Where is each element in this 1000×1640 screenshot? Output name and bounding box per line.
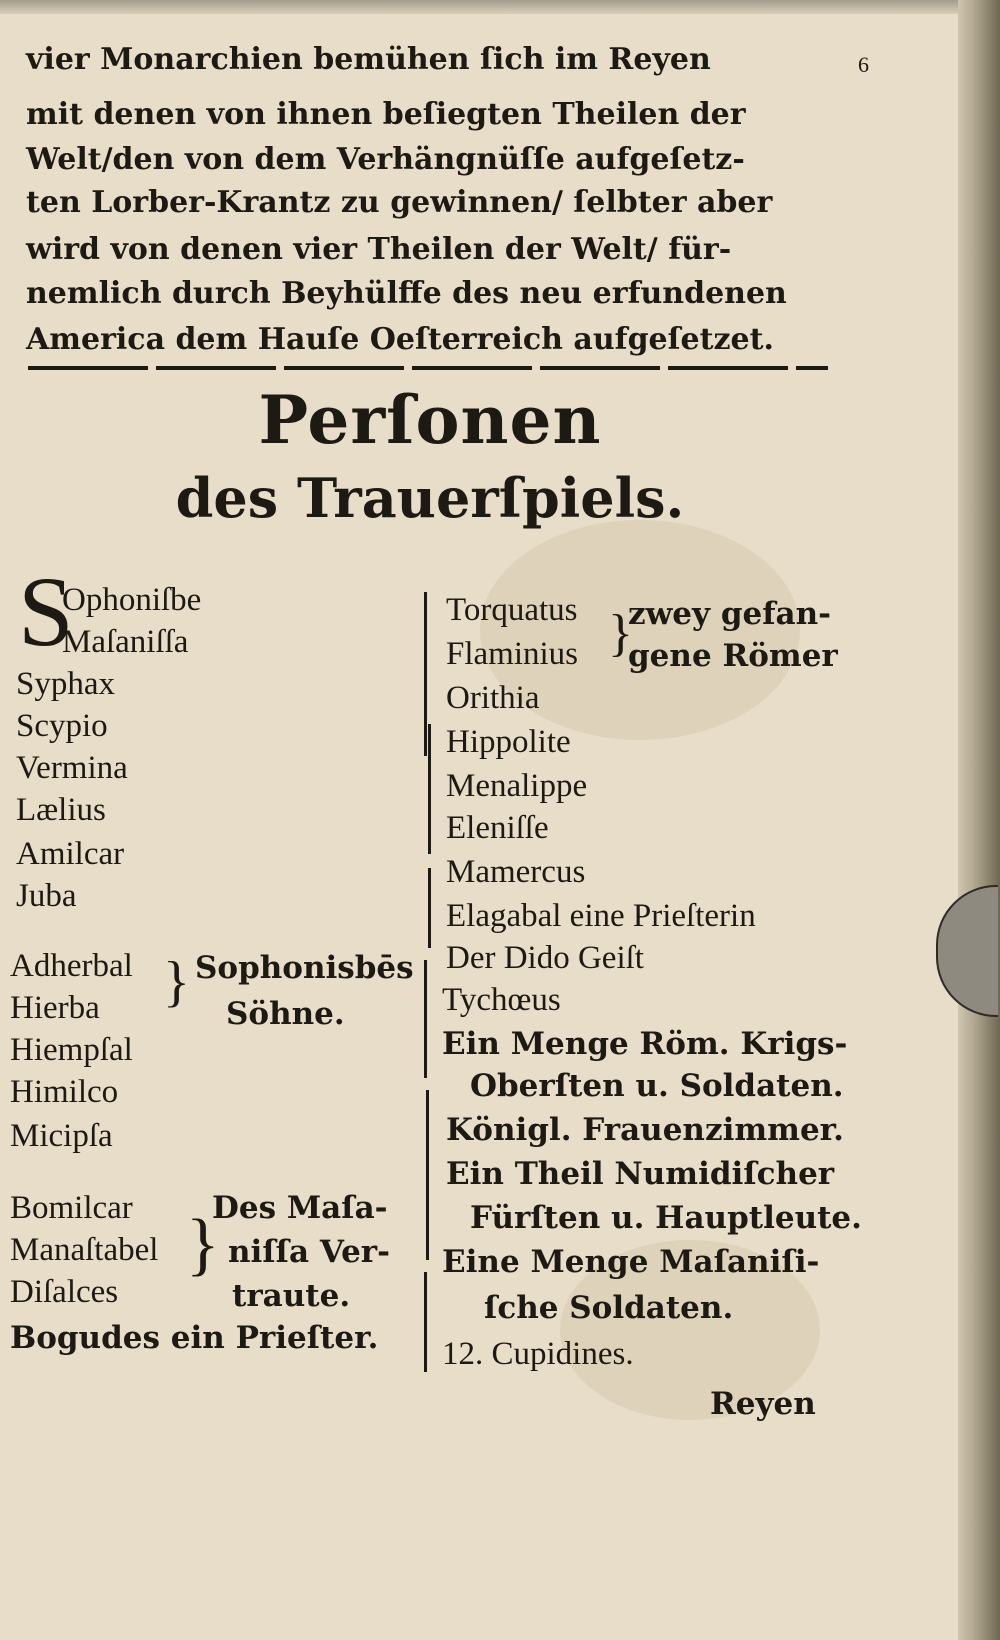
- group-brace: }: [608, 605, 633, 662]
- character-name: Torquatus: [446, 592, 578, 628]
- column-divider: [428, 724, 431, 854]
- character-name: Ein Menge Röm. Krigs-: [442, 1026, 848, 1062]
- character-name: Amilcar: [16, 836, 125, 872]
- character-name: Bomilcar: [10, 1190, 133, 1226]
- character-name: Der Dido Geiſt: [446, 940, 644, 976]
- group-note: gene Römer: [628, 638, 838, 674]
- group-note: niſſa Ver-: [228, 1234, 390, 1270]
- intro-line: nemlich durch Beyhülffe des neu erfundenen: [26, 276, 787, 311]
- character-name: Hiempſal: [10, 1032, 133, 1068]
- intro-line: vier Monarchien bemühen ſich im Reyen: [26, 42, 711, 77]
- group-note: traute.: [232, 1278, 351, 1314]
- page-clip-tab: [936, 885, 998, 1017]
- character-name: Königl. Frauenzimmer.: [446, 1112, 844, 1148]
- group-note: Söhne.: [226, 996, 345, 1032]
- heading-tragedy: des Trauerſpiels.: [175, 466, 685, 530]
- intro-line: mit denen von ihnen beſiegten Theilen der: [26, 97, 746, 132]
- character-name: Micipſa: [10, 1118, 113, 1154]
- character-name: Flaminius: [446, 636, 579, 672]
- character-name: Elagabal eine Prieſterin: [446, 898, 756, 934]
- group-brace: }: [163, 951, 190, 1013]
- page-top-edge: [0, 0, 1000, 14]
- character-name: Ophoniſbe: [62, 582, 202, 618]
- column-divider: [424, 1272, 427, 1372]
- character-name: Adherbal: [10, 948, 133, 984]
- column-divider: [426, 1090, 429, 1260]
- intro-line: wird von denen vier Theilen der Welt/ für-: [26, 232, 732, 267]
- character-name: Hippolite: [446, 724, 571, 760]
- column-divider: [428, 868, 431, 948]
- intro-line: ten Lorber-Krantz zu gewinnen/ ſelbter aber: [26, 185, 773, 220]
- column-divider: [424, 960, 427, 1078]
- character-name: Himilco: [10, 1074, 119, 1110]
- character-name: Vermina: [16, 750, 128, 786]
- separator-rule: [28, 366, 828, 370]
- character-name: Fürſten u. Hauptleute.: [470, 1200, 862, 1236]
- character-name: Juba: [16, 878, 77, 914]
- heading-persons: Perſonen: [258, 381, 602, 459]
- character-name: Hierba: [10, 990, 100, 1026]
- column-divider: [424, 592, 427, 756]
- character-name: Syphax: [16, 666, 115, 702]
- character-name: Ein Theil Numidiſcher: [446, 1156, 835, 1192]
- group-note: Sophonisbēs: [195, 950, 414, 986]
- character-name: Menalippe: [446, 768, 588, 804]
- character-name: Orithia: [446, 680, 540, 716]
- group-note: zwey gefan-: [628, 596, 832, 632]
- character-name: 12. Cupidines.: [442, 1336, 634, 1372]
- group-brace: }: [186, 1206, 220, 1283]
- character-name: Eleniſſe: [446, 810, 549, 846]
- drop-cap: S: [18, 556, 74, 667]
- character-name: ſche Soldaten.: [484, 1290, 734, 1326]
- character-name: Diſalces: [10, 1274, 119, 1310]
- character-name: Eine Menge Maſaniſi-: [442, 1244, 820, 1280]
- group-note: Des Maſa-: [212, 1190, 388, 1226]
- character-name: Maſaniſſa: [62, 624, 189, 660]
- page-number: 6: [858, 52, 869, 77]
- character-name: Lælius: [16, 792, 106, 828]
- character-name: Manaſtabel: [10, 1232, 159, 1268]
- character-name: Bogudes ein Prieſter.: [10, 1320, 379, 1356]
- character-name: Tychœus: [442, 982, 561, 1018]
- page-fore-edge: [958, 0, 1000, 1640]
- character-name: Scypio: [16, 708, 108, 744]
- intro-line: America dem Hauſe Oeſterreich aufgeſetzet.: [26, 322, 774, 357]
- catchword: Reyen: [710, 1386, 816, 1422]
- character-name: Oberſten u. Soldaten.: [470, 1068, 844, 1104]
- character-name: Mamercus: [446, 854, 586, 890]
- intro-line: Welt/den von dem Verhängnüſſe aufgeſetz-: [26, 142, 745, 177]
